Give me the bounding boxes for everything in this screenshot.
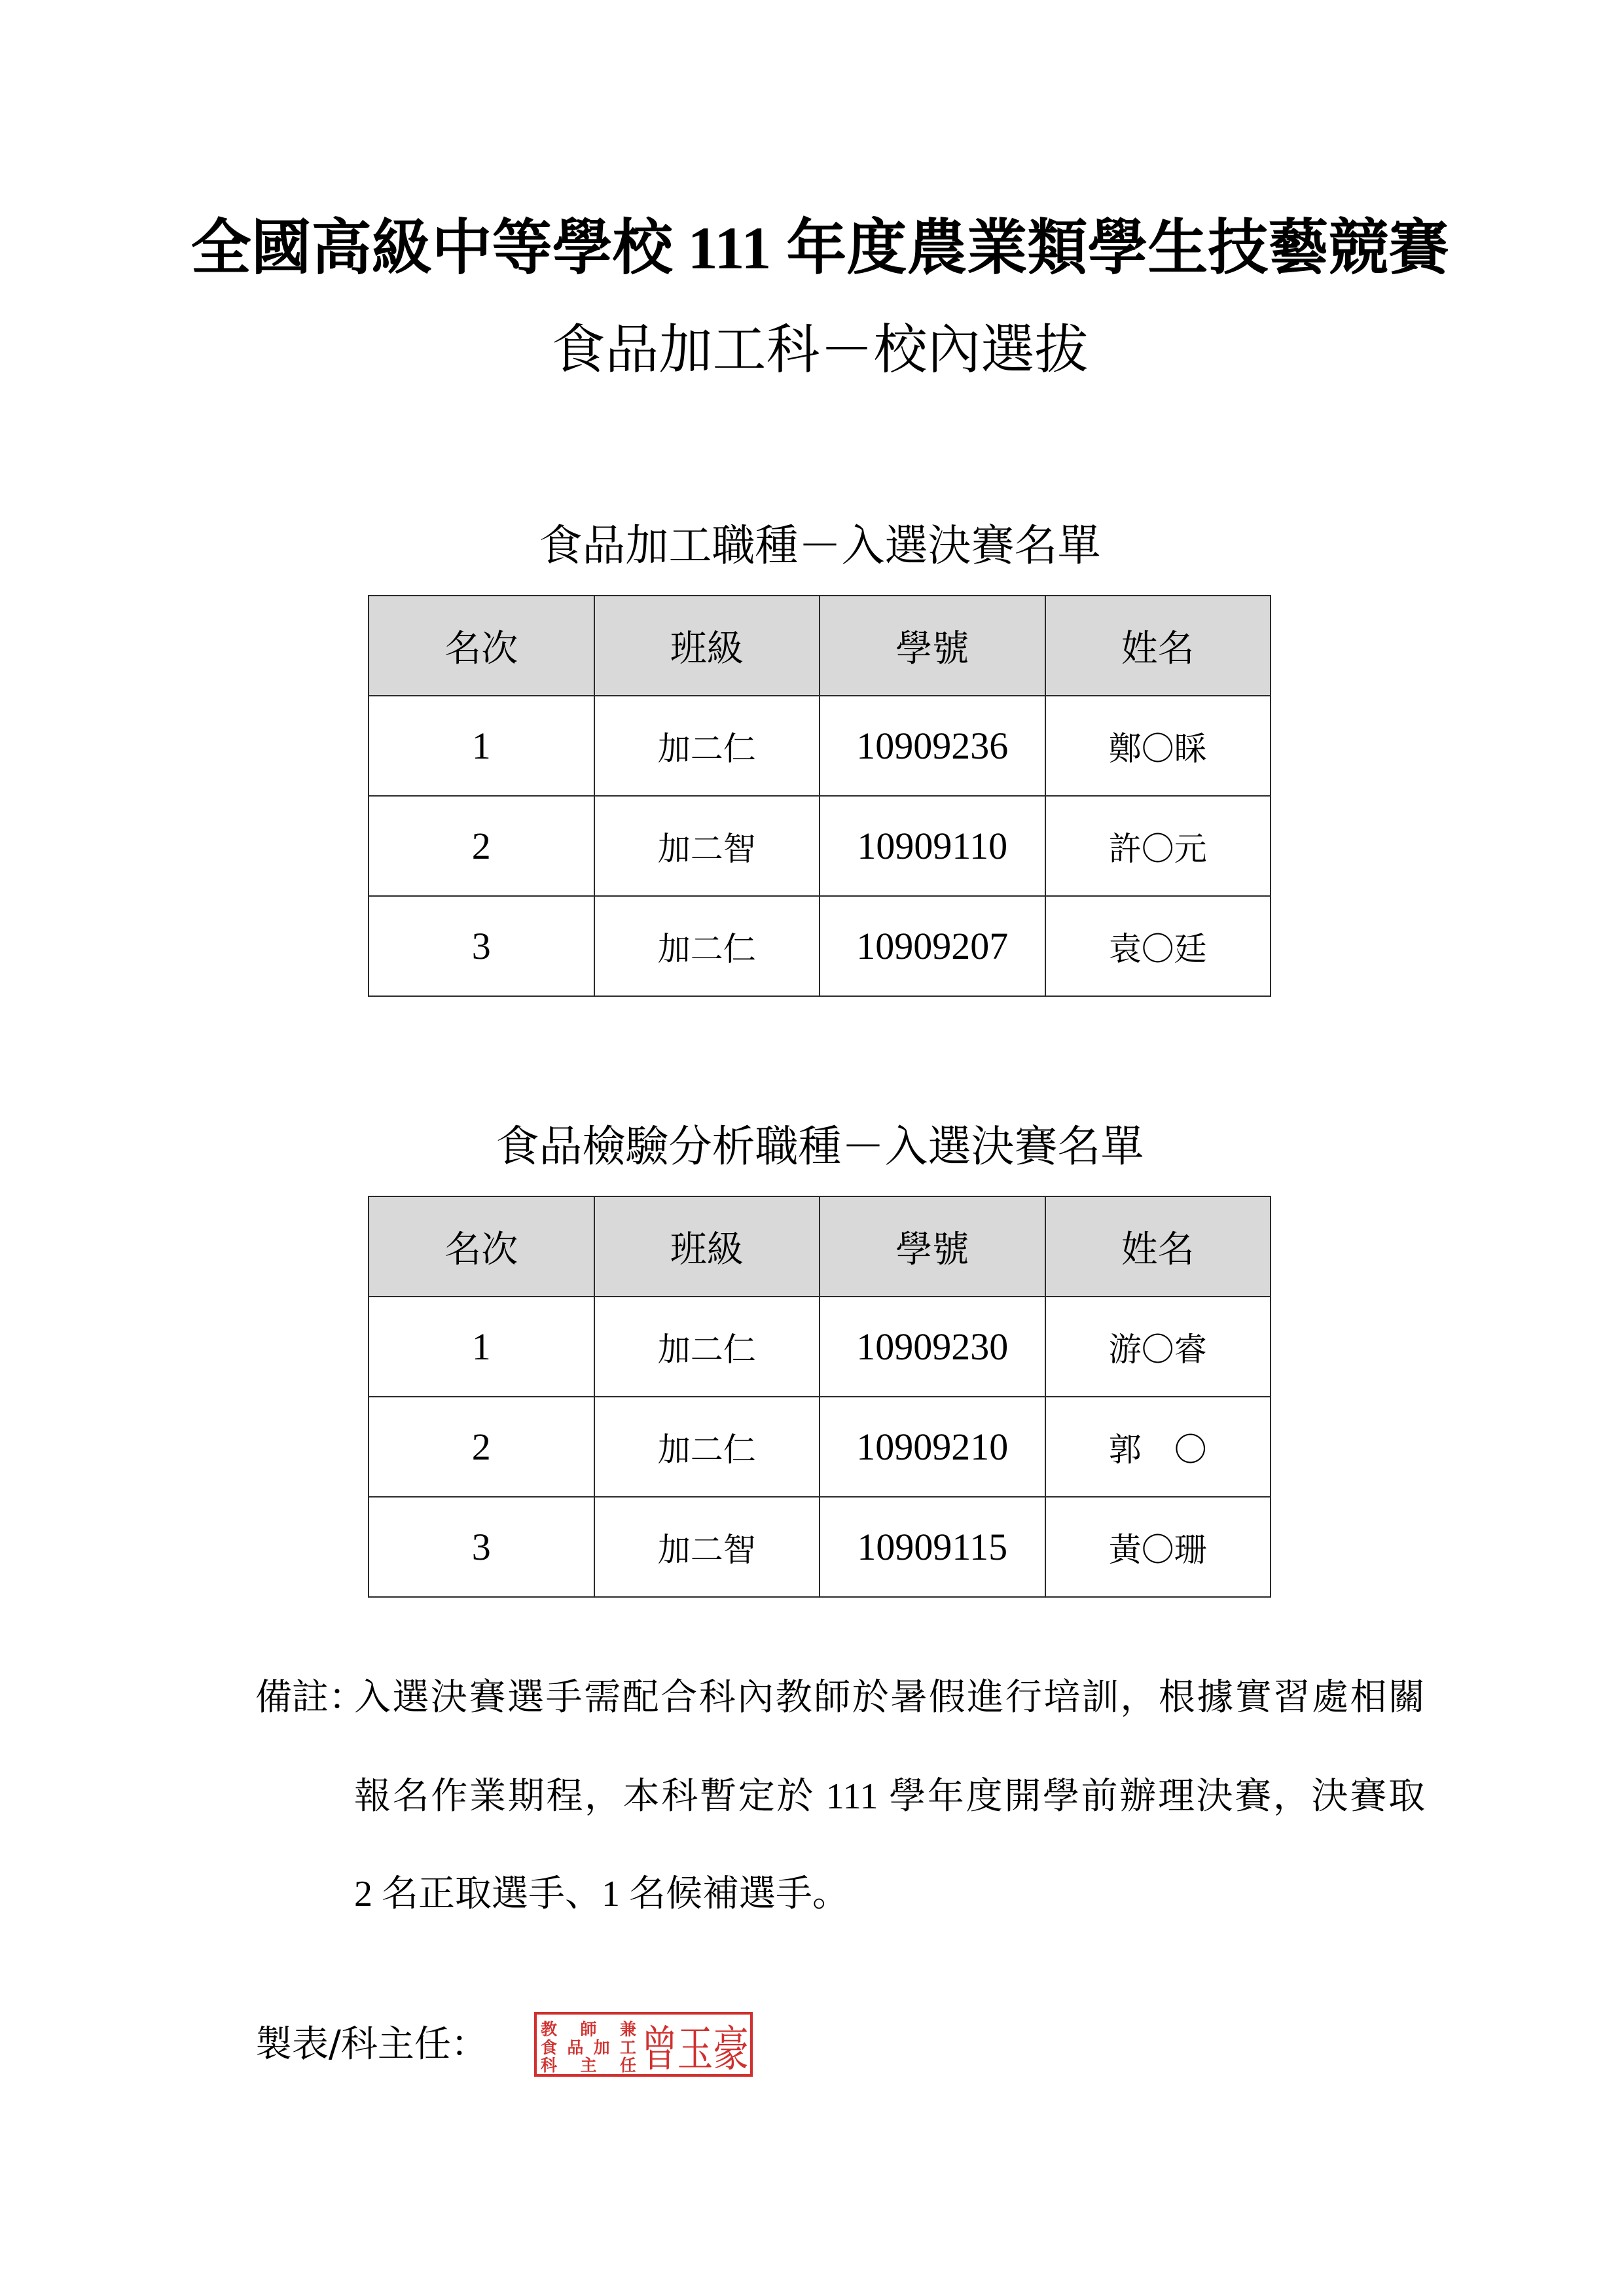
rank-cell: 2: [369, 796, 594, 896]
rank-cell: 2: [369, 1397, 594, 1497]
column-header-student-id: 學號: [820, 1196, 1045, 1297]
student-name-cell: 袁〇廷: [1045, 896, 1271, 996]
note-line: 入選決賽選手需配合科內教師於暑假進行培訓，根據實習處相關: [354, 1677, 1425, 1718]
document-title: 全國高級中等學校 111 年度農業類學生技藝競賽: [190, 215, 1449, 281]
note-label: 備註：: [255, 1676, 365, 1719]
department-head-seal: [534, 2012, 753, 2077]
seal-title-line: 教師兼: [541, 2020, 636, 2039]
seal-title-line: 科主任: [541, 2056, 636, 2075]
student-name-cell: 鄭〇睬: [1045, 696, 1271, 796]
student-id-cell: 10909210: [820, 1397, 1045, 1497]
note-line: 2 名正取選手、1 名候補選手。: [354, 1874, 849, 1914]
column-header-class: 班級: [594, 1196, 820, 1297]
section-heading-food-processing: 食品加工職種－入選決賽名單: [539, 522, 1101, 570]
student-name-cell: 游〇睿: [1045, 1297, 1271, 1397]
column-header-class: 班級: [594, 596, 820, 696]
rank-cell: 1: [369, 1297, 594, 1397]
student-name-cell: 黃〇珊: [1045, 1497, 1271, 1597]
student-id-cell: 10909230: [820, 1297, 1045, 1397]
student-name-cell: 許〇元: [1045, 796, 1271, 896]
table-header-row: [369, 1196, 1271, 1297]
table-row: [369, 896, 1271, 996]
class-cell: 加二智: [594, 796, 820, 896]
rank-cell: 1: [369, 696, 594, 796]
student-id-cell: 10909115: [820, 1497, 1045, 1597]
student-id-cell: 10909207: [820, 896, 1045, 996]
note-line: 報名作業期程，本科暫定於 111 學年度開學前辦理決賽，決賽取: [354, 1776, 1425, 1817]
student-id-cell: 10909236: [820, 696, 1045, 796]
prepared-by-label: 製表/科主任：: [255, 2023, 488, 2066]
column-header-name: 姓名: [1045, 1196, 1271, 1297]
class-cell: 加二仁: [594, 1297, 820, 1397]
table-header-row: [369, 596, 1271, 696]
table-row: [369, 796, 1271, 896]
table-row: [369, 1397, 1271, 1497]
class-cell: 加二智: [594, 1497, 820, 1597]
finalist-table-food-analysis: [368, 1196, 1271, 1598]
seal-title-line: 食品加工: [541, 2038, 636, 2057]
student-name-cell: 郭 〇: [1045, 1397, 1271, 1497]
table-row: [369, 696, 1271, 796]
class-cell: 加二仁: [594, 1397, 820, 1497]
table-row: [369, 1297, 1271, 1397]
document-subtitle: 食品加工科－校內選拔: [551, 320, 1089, 380]
column-header-student-id: 學號: [820, 596, 1045, 696]
finalist-table-food-processing: [368, 595, 1271, 997]
column-header-rank: 名次: [369, 1196, 594, 1297]
column-header-name: 姓名: [1045, 596, 1271, 696]
student-id-cell: 10909110: [820, 796, 1045, 896]
rank-cell: 3: [369, 1497, 594, 1597]
section-heading-food-analysis: 食品檢驗分析職種－入選決賽名單: [496, 1123, 1144, 1171]
seal-name: 曾玉豪: [641, 2021, 749, 2077]
column-header-rank: 名次: [369, 596, 594, 696]
rank-cell: 3: [369, 896, 594, 996]
class-cell: 加二仁: [594, 896, 820, 996]
table-row: [369, 1497, 1271, 1597]
class-cell: 加二仁: [594, 696, 820, 796]
